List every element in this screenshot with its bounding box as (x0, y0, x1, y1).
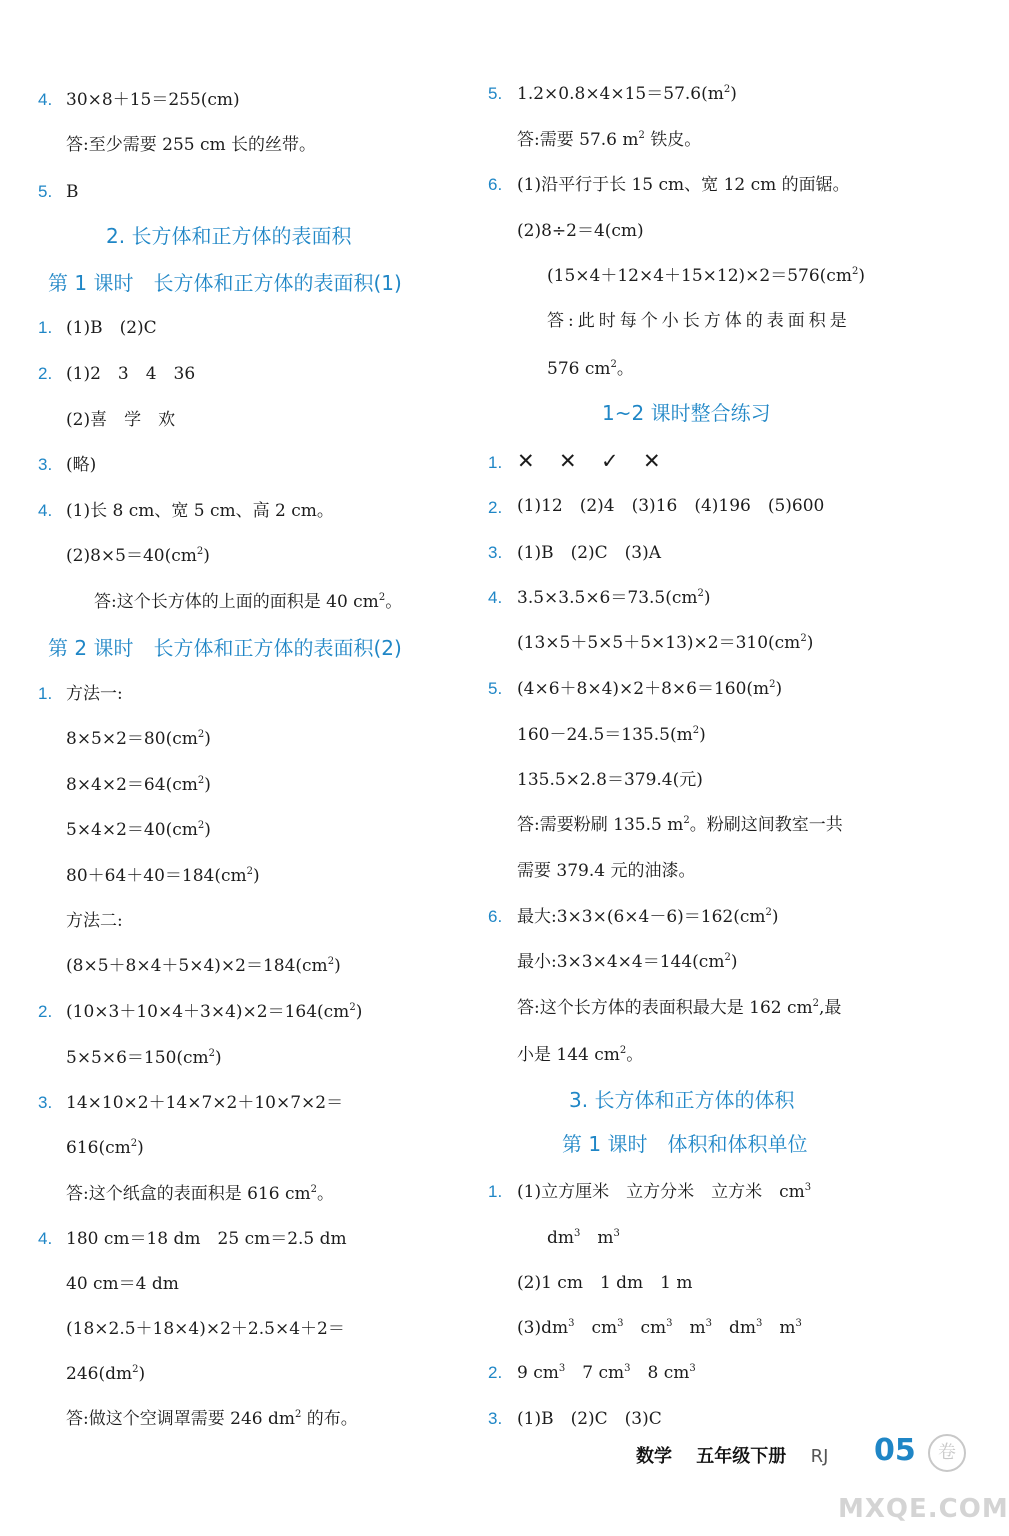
answer-text (517, 128, 701, 152)
equation-text: (4×6＋8×4)×2＋8×6＝160(m (517, 679, 770, 699)
answer-body: (1)立方厘米 立方分米 立方米 cm (517, 1182, 805, 1202)
grade-label: 五年级下册 (696, 1446, 787, 1467)
equation: $8\times 4\times 2=64(cm^2)$ (66, 775, 211, 795)
subject-label: 数学 (636, 1446, 672, 1467)
method-label: 方法二: (66, 911, 123, 931)
equation: $(13\times 5+5\times 5+5\times 13)\times 2=310(cm^2)$ (517, 633, 814, 653)
cross-mark: ✕ (517, 449, 535, 473)
superscript: 2 (812, 998, 819, 1009)
item-number: 3. (38, 455, 53, 474)
equation: $246(dm^2)$ (66, 1364, 146, 1384)
answer-text (547, 1226, 620, 1250)
section-title: 3. 长方体和正方体的体积 (569, 1088, 795, 1112)
answer-body-end: ,最 (819, 998, 842, 1018)
answer-text: (2)喜 学 欢 (66, 410, 176, 430)
equation: $616(cm^2)$ (66, 1138, 144, 1158)
superscript: 3 (617, 1318, 624, 1329)
equation-text: 3.5×3.5×6＝73.5(cm (517, 588, 698, 608)
superscript: 3 (568, 1318, 575, 1329)
answer-text: (1)沿平行于长 15 cm、宽 12 cm 的面锯。 (517, 175, 850, 195)
equation: $5\times 4\times 2=40(cm^2)$ (66, 820, 211, 840)
equation-text: 1.2×0.8×4×15＝57.6(m (517, 84, 724, 104)
equation-text: 5×5×6＝150(cm (66, 1048, 209, 1068)
answer-text: (1)2 3 4 36 (66, 364, 196, 384)
answer-text (517, 1043, 643, 1067)
answer-body: 答:这个纸盒的表面积是 616 cm (66, 1184, 311, 1204)
equation: $1.2\times 0.8\times 4\times 15=57.6(m^2)$ (517, 84, 737, 104)
lesson-title: 第 1 课时 体积和体积单位 (562, 1132, 808, 1156)
answer-text (517, 1180, 811, 1204)
superscript: 2 (851, 266, 859, 277)
item-number: 2. (488, 1363, 503, 1382)
equation-text: 8×5×2＝80(cm (66, 729, 198, 749)
answer-text: B (66, 182, 79, 202)
unit: (3)dm (517, 1318, 569, 1338)
item-number: 1. (488, 453, 503, 472)
equation: $160-24.5=135.5(m^2)$ (517, 725, 706, 745)
superscript: 2 (769, 679, 776, 690)
superscript: 2 (378, 592, 386, 603)
watermark-logo-icon: 卷 (928, 1434, 966, 1472)
equation: (2)8÷2＝4(cm) (517, 221, 644, 241)
item-number: 3. (488, 543, 503, 562)
superscript: 3 (795, 1318, 802, 1329)
unit: 9 cm (517, 1363, 559, 1383)
equation: 135.5×2.8＝379.4(元) (517, 770, 703, 790)
item-number: 1. (38, 318, 53, 337)
equation-text: 246(dm (66, 1364, 133, 1384)
equation-text: (10×3＋10×4＋3×4)×2＝164(cm (66, 1002, 350, 1022)
item-number: 6. (488, 907, 503, 926)
superscript: 3 (574, 1228, 581, 1239)
equation-text: 5×4×2＝40(cm (66, 820, 198, 840)
equation-text: 最小:3×3×4×4＝144(cm (517, 952, 725, 972)
superscript: 2 (197, 820, 205, 831)
answer-text: (1)B (2)C (3)A (517, 543, 662, 563)
answer-text: 答:此时每个小长方体的表面积是 (547, 311, 851, 331)
item-number: 5. (38, 182, 53, 201)
equation-text: 616(cm (66, 1138, 131, 1158)
equation: $(15\times 4+12\times 4+15\times 12)\times 2=576(cm^2)$ (547, 266, 865, 286)
superscript: 2 (683, 815, 690, 826)
cross-mark: ✕ (643, 449, 661, 473)
equation-text: 160－24.5＝135.5(m (517, 725, 693, 745)
answer-text (517, 996, 841, 1020)
superscript: 2 (610, 359, 617, 370)
item-number: 2. (488, 498, 503, 517)
equation: $8\times 5\times 2=80(cm^2)$ (66, 729, 211, 749)
answer-body: 小是 144 cm (517, 1045, 620, 1065)
section-title: 2. 长方体和正方体的表面积 (106, 224, 352, 248)
answer-body-end: 。粉刷这间教室一共 (689, 815, 843, 835)
cross-mark: ✕ (559, 449, 577, 473)
answer-text: 答:这个长方体的上面的面积是 40 $cm^2$。 (94, 592, 403, 612)
answer-body-end: 。 (626, 1045, 644, 1065)
item-number: 3. (488, 1409, 503, 1428)
page-number: 05 (874, 1433, 916, 1468)
item-number: 5. (488, 679, 503, 698)
section-title: 1~2 课时整合练习 (602, 401, 771, 425)
unit: cm (591, 1318, 618, 1338)
item-number: 4. (38, 1229, 53, 1248)
answer-text (517, 1361, 696, 1385)
item-number: 5. (488, 84, 503, 103)
answer-text: (1)12 (2)4 (3)16 (4)196 (5)600 (517, 496, 825, 516)
item-number: 2. (38, 1002, 53, 1021)
equation: $(8\times 5+8\times 4+5\times 4)\times 2=184(cm^2)$ (66, 956, 341, 976)
equation: (18×2.5＋18×4)×2＋2.5×4＋2＝ (66, 1319, 345, 1339)
answer-text: (1)B (2)C (3)C (517, 1409, 662, 1429)
superscript: 2 (295, 1409, 302, 1420)
equation: 最小$:3\times 3\times 4\times 4=144(cm^2)$ (517, 952, 738, 972)
superscript: 3 (613, 1228, 620, 1239)
answer-body-end: 铁皮。 (644, 130, 702, 150)
answer-text: 需要 379.4 元的油漆。 (517, 861, 696, 881)
superscript: 3 (624, 1363, 631, 1374)
superscript: 3 (558, 1363, 566, 1374)
page-footer (636, 1442, 846, 1468)
unit: m (689, 1318, 706, 1338)
answer-body: 576 cm (547, 359, 611, 379)
answer-text: (1)B (2)C (66, 318, 157, 338)
superscript: 2 (638, 130, 645, 141)
answer-body: 答:这个长方体的上面的面积是 40 cm (94, 592, 379, 612)
lesson-title: 第 2 课时 长方体和正方体的表面积(2) (48, 636, 402, 660)
lesson-title: 第 1 课时 长方体和正方体的表面积(1) (48, 271, 402, 295)
equation: 14×10×2＋14×7×2＋10×7×2＝ (66, 1093, 344, 1113)
method-label: 方法一: (66, 684, 123, 704)
unit: dm (547, 1228, 575, 1248)
superscript: 3 (804, 1182, 812, 1193)
superscript: 2 (196, 546, 204, 557)
superscript: 3 (666, 1318, 673, 1329)
unit: dm (729, 1318, 757, 1338)
answer-text: (1)长 8 cm、宽 5 cm、高 2 cm。 (66, 501, 334, 521)
superscript: 2 (327, 956, 335, 967)
equation: $(10\times 3+10\times 4+3\times 4)\times 2=164(cm^2)$ (66, 1002, 363, 1022)
superscript: 2 (208, 1048, 216, 1059)
answer-text (66, 1407, 358, 1431)
superscript: 2 (723, 84, 731, 95)
superscript: 2 (724, 952, 731, 963)
superscript: 2 (197, 775, 205, 786)
edition-label: RJ (810, 1446, 829, 1467)
equation: 30×8＋15＝255(cm) (66, 90, 240, 110)
item-number: 1. (38, 684, 53, 703)
item-number: 4. (38, 501, 53, 520)
superscript: 2 (130, 1138, 138, 1149)
superscript: 2 (197, 729, 205, 740)
equation: $80+64+40=184(cm^2)$ (66, 866, 260, 886)
superscript: 2 (692, 725, 700, 736)
answer-body-end: 。 (616, 359, 634, 379)
equation: $(2)8\times 5=40(cm^2)$ (66, 546, 210, 566)
equation: 最大$:3\times 3\times(6\times 4-6)=162(cm^2)$ (517, 907, 779, 927)
equation-text: (8×5＋8×4＋5×4)×2＝184(cm (66, 956, 328, 976)
answer-body-end: 的布。 (301, 1409, 358, 1429)
equation: 40 cm＝4 dm (66, 1274, 179, 1294)
check-mark: ✓ (601, 449, 619, 473)
equation-text: (15×4＋12×4＋15×12)×2＝576(cm (547, 266, 852, 286)
answer-body: 答:做这个空调罩需要 246 dm (66, 1409, 295, 1429)
superscript: 3 (689, 1363, 696, 1374)
unit: 7 cm (582, 1363, 625, 1383)
equation: $3.5\times 3.5\times 6=73.5(cm^2)$ (517, 588, 711, 608)
superscript: 2 (619, 1045, 627, 1056)
superscript: 2 (697, 588, 704, 599)
superscript: 2 (765, 907, 772, 918)
equation-text: (13×5＋5×5＋5×13)×2＝310(cm (517, 633, 801, 653)
superscript: 2 (310, 1184, 317, 1195)
answer-text: (2)1 cm 1 dm 1 m (517, 1273, 693, 1293)
answer-text (547, 357, 634, 381)
answer-text: 答:至少需要 255 cm 长的丝带。 (66, 135, 317, 155)
watermark-text: MXQE.COM (838, 1494, 1009, 1524)
answer-text: (略) (66, 455, 97, 475)
unit: 8 cm (647, 1363, 690, 1383)
superscript: 3 (756, 1318, 763, 1329)
answer-text: 答:这个纸盒的表面积是 616 $cm^2$。 (66, 1184, 334, 1204)
superscript: 2 (349, 1002, 356, 1013)
judgement-marks (517, 449, 685, 473)
item-number: 4. (488, 588, 503, 607)
equation: $5\times 5\times 6=150(cm^2)$ (66, 1048, 222, 1068)
item-number: 3. (38, 1093, 53, 1112)
unit: m (779, 1318, 796, 1338)
superscript: 3 (705, 1318, 713, 1329)
equation: $(4\times 6+8\times 4)\times 2+8\times 6=160(m^2)$ (517, 679, 783, 699)
answer-text (517, 1316, 802, 1340)
answer-body: 答:这个长方体的表面积最大是 162 cm (517, 998, 813, 1018)
answer-body: 答:需要粉刷 135.5 m (517, 815, 684, 835)
equation-text: 最大:3×3×(6×4－6)＝162(cm (517, 907, 766, 927)
item-number: 1. (488, 1182, 503, 1201)
equation: 180 cm＝18 dm 25 cm＝2.5 dm (66, 1229, 347, 1249)
item-number: 6. (488, 175, 503, 194)
equation-text: (2)8×5＝40(cm (66, 546, 197, 566)
equation-text: 80＋64＋40＝184(cm (66, 866, 247, 886)
superscript: 2 (132, 1364, 139, 1375)
unit: m (597, 1228, 614, 1248)
item-number: 2. (38, 364, 53, 383)
superscript: 2 (800, 633, 807, 644)
equation-text: 8×4×2＝64(cm (66, 775, 198, 795)
answer-body: 答:需要 57.6 m (517, 130, 639, 150)
unit: cm (640, 1318, 667, 1338)
item-number: 4. (38, 90, 53, 109)
superscript: 2 (246, 866, 253, 877)
answer-text (517, 813, 843, 837)
